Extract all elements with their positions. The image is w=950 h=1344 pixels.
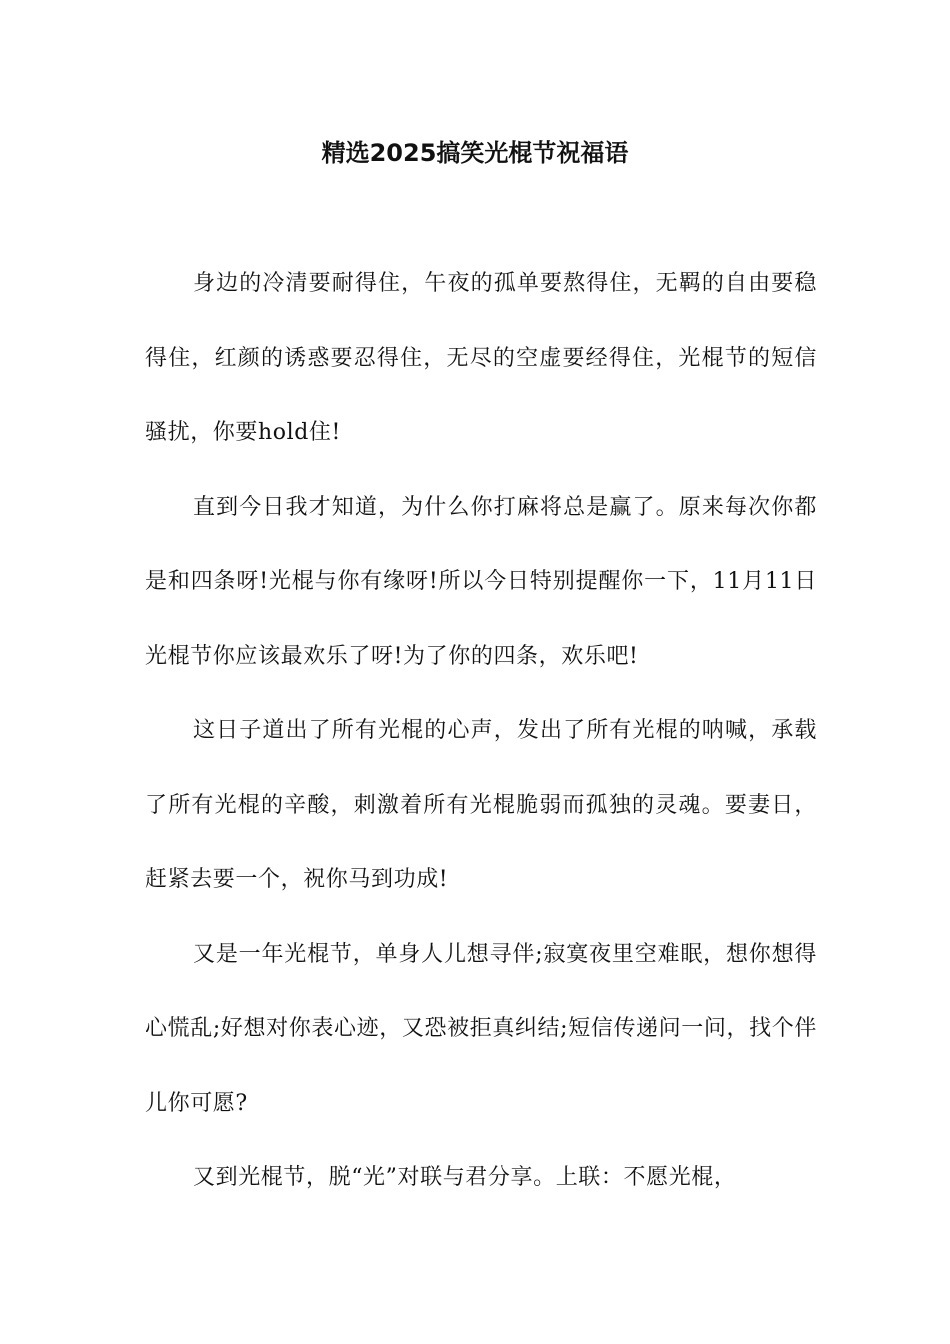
paragraph-5: 又到光棍节，脱“光”对联与君分享。上联：不愿光棍， — [193, 1165, 737, 1190]
paragraph-3: 这日子道出了所有光棍的心声，发出了所有光棍的呐喊，承载了所有光棍的辛酸，刺激着所有光棍脆弱而孤独的灵魂。要妻日，赶紧去要一个，祝你马到功成! — [145, 718, 817, 892]
document-title: 精选2025搞笑光棍节祝福语 — [321, 139, 629, 167]
document-body — [145, 247, 817, 1216]
paragraph-2: 直到今日我才知道，为什么你打麻将总是赢了。原来每次你都是和四条呀!光棍与你有缘呀!所以今日特别提醒你一下，11月11日光棍节你应该最欢乐了呀!为了你的四条，欢乐吧! — [145, 494, 817, 669]
paragraph-1: 身边的冷清要耐得住，午夜的孤单要熬得住，无羁的自由要稳得住，红颜的诱惑要忍得住，无尽的空虚要经得住，光棍节的短信骚扰，你要hold住! — [145, 271, 817, 445]
paragraph-4: 又是一年光棍节，单身人儿想寻伴;寂寞夜里空难眠，想你想得心慌乱;好想对你表心迹，又恐被拒真纠结;短信传递问一问，找个伴儿你可愿? — [145, 941, 817, 1116]
